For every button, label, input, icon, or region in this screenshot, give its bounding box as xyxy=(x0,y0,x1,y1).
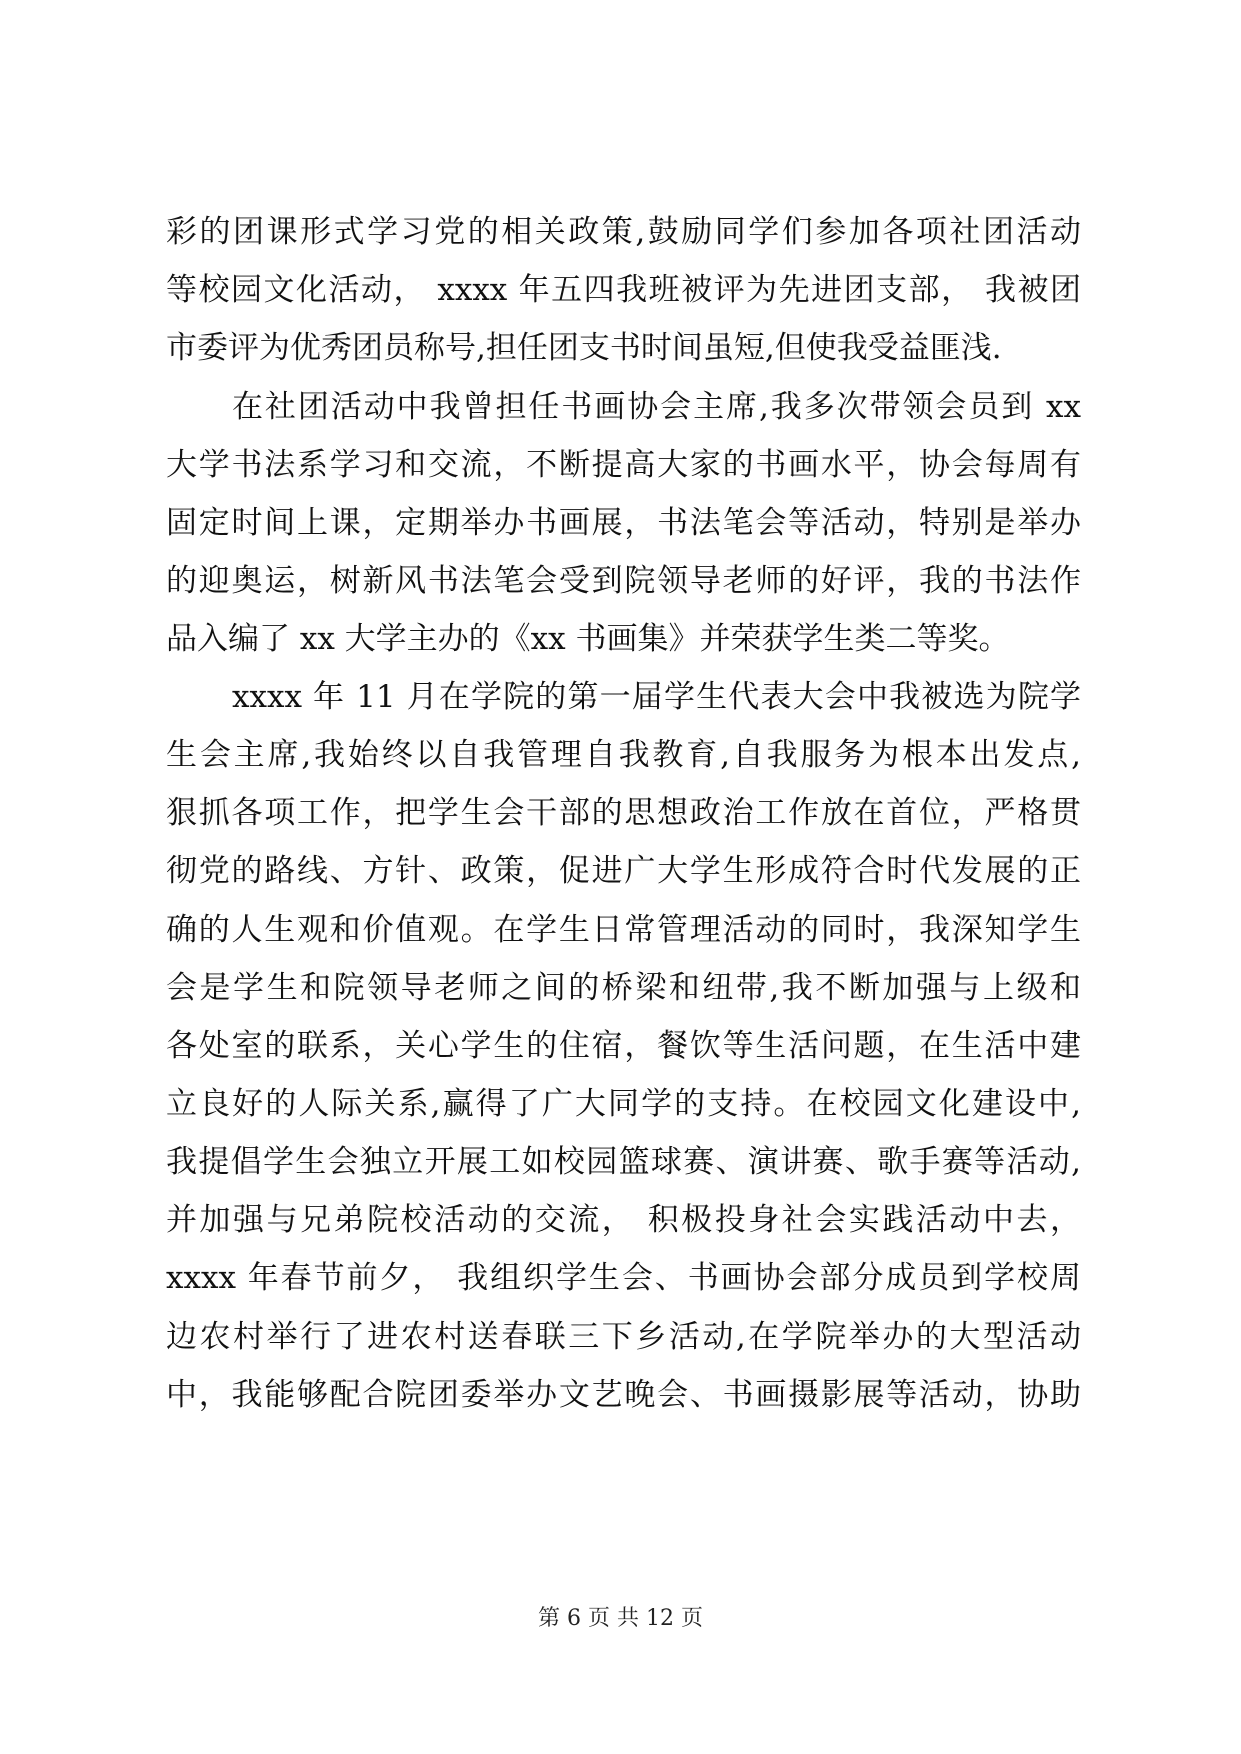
body-text-line: 中，我能够配合院团委举办文艺晚会、书画摄影展等活动，协助 xyxy=(166,1377,1081,1413)
body-text-line: 各处室的联系，关心学生的住宿，餐饮等生活问题，在生活中建 xyxy=(166,1028,1081,1064)
body-text-line: 彻党的路线、方针、政策，促进广大学生形成符合时代发展的正 xyxy=(166,853,1081,889)
body-text-line: 彩的团课形式学习党的相关政策,鼓励同学们参加各项社团活动 xyxy=(166,214,1081,250)
body-text-line: 生会主席,我始终以自我管理自我教育,自我服务为根本出发点, xyxy=(166,737,1081,773)
body-text-line: 的迎奥运，树新风书法笔会受到院领导老师的好评，我的书法作 xyxy=(166,563,1081,599)
page-number-footer: 第 6 页 共 12 页 xyxy=(538,1606,703,1631)
body-text-line: 品入编了 xx 大学主办的《xx 书画集》并荣获学生类二等奖。 xyxy=(166,621,1010,657)
body-text-line: xxxx 年春节前夕， 我组织学生会、书画协会部分成员到学校周 xyxy=(166,1260,1081,1296)
body-text-line: 我提倡学生会独立开展工如校园篮球赛、演讲赛、歌手赛等活动, xyxy=(166,1144,1081,1180)
body-text-line: xxxx 年 11 月在学院的第一届学生代表大会中我被选为院学 xyxy=(232,679,1081,715)
body-text-line: 大学书法系学习和交流，不断提高大家的书画水平，协会每周有 xyxy=(166,447,1081,483)
body-text-line: 并加强与兄弟院校活动的交流， 积极投身社会实践活动中去， xyxy=(166,1202,1081,1238)
body-text-line: 确的人生观和价值观。在学生日常管理活动的同时，我深知学生 xyxy=(166,912,1081,948)
body-text-line: 等校园文化活动， xxxx 年五四我班被评为先进团支部， 我被团 xyxy=(166,272,1081,308)
body-text-line: 固定时间上课，定期举办书画展，书法笔会等活动，特别是举办 xyxy=(166,505,1081,541)
body-text-line: 在社团活动中我曾担任书画协会主席,我多次带领会员到 xx xyxy=(232,389,1081,425)
body-text-line: 狠抓各项工作，把学生会干部的思想政治工作放在首位，严格贯 xyxy=(166,795,1081,831)
body-text-line: 边农村举行了进农村送春联三下乡活动,在学院举办的大型活动 xyxy=(166,1319,1081,1355)
body-text-line: 市委评为优秀团员称号,担任团支书时间虽短,但使我受益匪浅. xyxy=(166,330,1002,366)
body-text-line: 会是学生和院领导老师之间的桥梁和纽带,我不断加强与上级和 xyxy=(166,970,1081,1006)
body-text-line: 立良好的人际关系,赢得了广大同学的支持。在校园文化建设中, xyxy=(166,1086,1081,1122)
